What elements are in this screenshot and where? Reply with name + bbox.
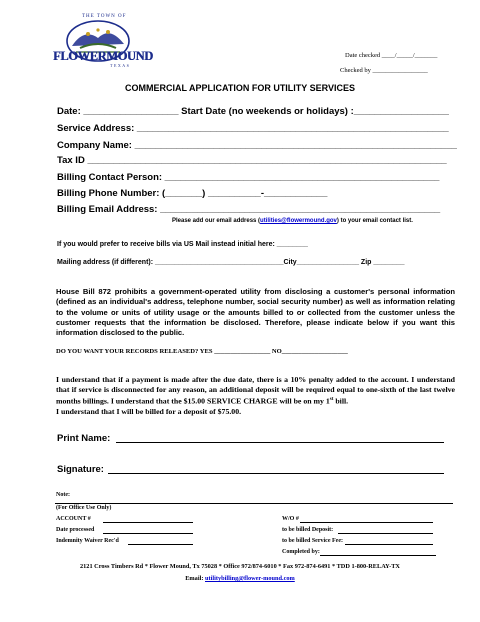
deposit-line[interactable] bbox=[338, 533, 433, 534]
indemnity-label: Indemnity Waiver Rec'd bbox=[56, 538, 119, 544]
service-fee-label: to be billed Service Fee: bbox=[282, 538, 343, 544]
email-note-prefix: Please add our email address ( bbox=[172, 218, 261, 224]
email-note-suffix: ) to your email contact list. bbox=[336, 218, 413, 224]
wo-line[interactable] bbox=[300, 522, 433, 523]
billing-phone-field[interactable]: Billing Phone Number: (_______) __________-____________ bbox=[57, 188, 328, 199]
footer-email-label: Email: bbox=[185, 575, 205, 582]
company-name-field[interactable]: Company Name: _____________________________________________________________ bbox=[57, 140, 457, 151]
indemnity-line[interactable] bbox=[128, 544, 193, 545]
completed-by-line[interactable] bbox=[320, 555, 436, 556]
checked-by: Checked by _________________ bbox=[340, 67, 428, 74]
billing-email-field[interactable]: Billing Email Address: _____________________________________________________ bbox=[57, 204, 441, 215]
date-checked: Date checked ____/_____/_______ bbox=[345, 52, 438, 59]
billing-contact-field[interactable]: Billing Contact Person: ____________________________________________________ bbox=[57, 172, 440, 183]
deposit-label: to be billed Deposit: bbox=[282, 527, 334, 533]
penalty-last-line: I understand that I will be billed for a deposit of $75.00. bbox=[56, 407, 242, 417]
completed-by-label: Completed by: bbox=[282, 549, 320, 555]
wo-label: W/O # bbox=[282, 516, 299, 522]
footer-email bbox=[0, 575, 480, 582]
town-logo bbox=[50, 14, 153, 68]
email-note bbox=[172, 218, 413, 224]
signature-label: Signature: bbox=[57, 464, 104, 475]
house-bill-notice: House Bill 872 prohibits a government-operated utility from disclosing a customer's personal information (defined as an individual's address, telephone number, social security number) as well as information relating to the volume or units of utility usage or the amounts billed to or collected from the customer unless the customer requests that the information be disclosed. Therefore, please indicate below if you want this information disclosed to the public. bbox=[56, 287, 455, 338]
print-name-label: Print Name: bbox=[57, 433, 111, 444]
utilities-email-link[interactable]: utilities@flowermound.gov bbox=[260, 218, 337, 224]
penalty-text: I understand that if a payment is made after the due date, there is a 10% penalty added to the account. I understand that if service is disconnected for any reason, an additional deposit will be required equal to one-sixth of the last twelve months billings. I understand that the $15.00 SERVICE CHARGE will be on my 1 bbox=[56, 375, 455, 406]
logo-wordmark: FLOWERMOUND bbox=[53, 49, 153, 63]
account-label: ACCOUNT # bbox=[56, 516, 91, 522]
logo-bottom-text: TEXAS bbox=[110, 63, 131, 68]
records-release-question[interactable]: DO YOU WANT YOUR RECORDS RELEASED? YES _________________ NO____________________ bbox=[56, 348, 348, 355]
service-address-field[interactable]: Service Address: ___________________________________________________________ bbox=[57, 123, 449, 134]
signature-line[interactable] bbox=[108, 473, 444, 474]
logo-top-text: THE TOWN OF bbox=[82, 14, 127, 19]
note-line[interactable] bbox=[55, 503, 453, 504]
office-use-heading: (For Office Use Only) bbox=[56, 505, 112, 511]
account-line[interactable] bbox=[103, 522, 193, 523]
date-field[interactable]: Date: __________________ Start Date (no weekends or holidays) :__________________ bbox=[57, 106, 449, 117]
page-title: COMMERCIAL APPLICATION FOR UTILITY SERVICES bbox=[124, 83, 355, 93]
tax-id-field[interactable]: Tax ID ____________________________________________________________________ bbox=[57, 155, 447, 166]
print-name-line[interactable] bbox=[116, 442, 444, 443]
footer-address: 2121 Cross Timbers Rd * Flower Mound, Tx 75028 * Office 972/874-6010 * Fax 972-874-6491 * TDD 1-800-RELAY-TX bbox=[80, 563, 400, 570]
us-mail-initial[interactable]: If you would prefer to receive bills via US Mail instead initial here: ________ bbox=[57, 241, 308, 248]
mailing-address-field[interactable]: Mailing address (if different): _________________________________City________________ Zip ________ bbox=[57, 259, 405, 266]
date-processed-label: Date processed bbox=[56, 527, 95, 533]
service-fee-line[interactable] bbox=[345, 544, 433, 545]
footer-email-link[interactable]: utilitybilling@flower-mound.com bbox=[205, 575, 295, 582]
penalty-after-sup: bill. bbox=[333, 397, 349, 406]
penalty-superscript: st bbox=[329, 397, 334, 403]
note-label: Note: bbox=[56, 492, 70, 498]
date-processed-line[interactable] bbox=[103, 533, 193, 534]
penalty-notice bbox=[56, 375, 455, 417]
